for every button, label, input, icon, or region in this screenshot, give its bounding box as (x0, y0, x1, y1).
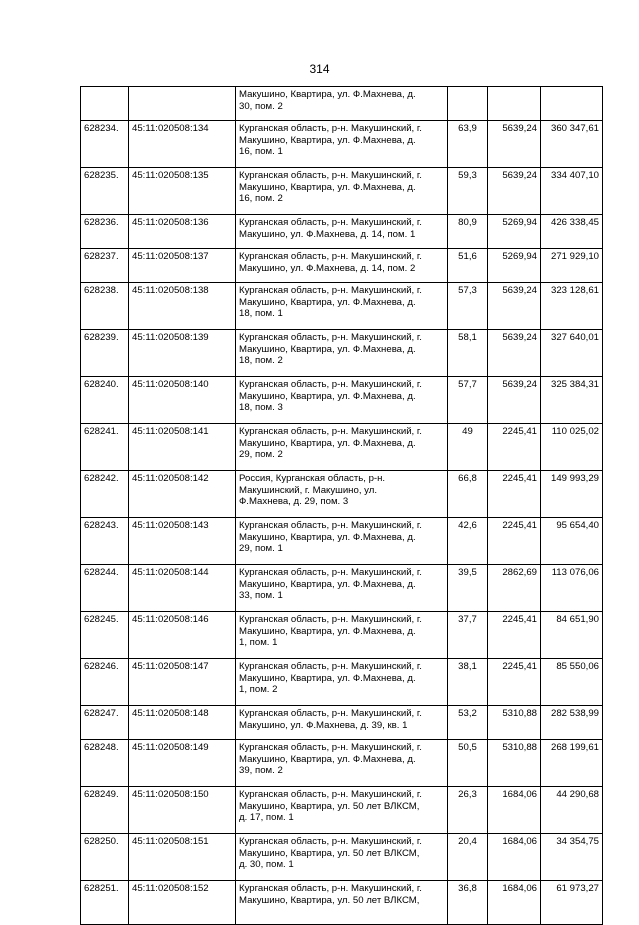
address-line: 29, пом. 2 (239, 449, 283, 461)
address-line: Макушино, ул. Ф.Махнева, д. 39, кв. 1 (239, 719, 408, 731)
address-cell (236, 740, 448, 787)
price-per-unit-cell: 1684,06 (488, 881, 541, 925)
cadastral-number-cell (129, 87, 236, 121)
record-number-cell: 628251. (81, 881, 129, 925)
address-line: Курганская область, р-н. Макушинский, г. (239, 170, 422, 181)
record-number-cell: 628234. (81, 121, 129, 168)
record-number-cell: 628247. (81, 706, 129, 740)
address-line: Макушино, Квартира, ул. Ф.Махнева, д. (239, 578, 416, 590)
address-line: Макушино, Квартира, ул. 50 лет ВЛКСМ, (239, 894, 420, 906)
price-per-unit-cell: 2245,41 (488, 424, 541, 471)
address-line: 16, пом. 1 (239, 146, 283, 158)
address-cell (236, 424, 448, 471)
address-cell (236, 787, 448, 834)
price-per-unit-cell: 5310,88 (488, 706, 541, 740)
cadastral-cost-cell: 323 128,61 (541, 283, 603, 330)
record-number-cell: 628237. (81, 249, 129, 283)
address-line: Курганская область, р-н. Макушинский, г. (239, 251, 422, 262)
area-cell: 38,1 (448, 659, 488, 706)
cadastral-cost-cell: 268 199,61 (541, 740, 603, 787)
cadastral-cost-cell: 110 025,02 (541, 424, 603, 471)
price-per-unit-cell: 5639,24 (488, 168, 541, 215)
cadastral-number-cell: 45:11:020508:150 (129, 787, 236, 834)
price-per-unit-cell (488, 87, 541, 121)
address-cell (236, 612, 448, 659)
cadastral-number-cell: 45:11:020508:140 (129, 377, 236, 424)
address-cell (236, 518, 448, 565)
address-line: Макушино, Квартира, ул. Ф.Махнева, д. (239, 753, 416, 765)
address-line: 18, пом. 1 (239, 308, 283, 320)
area-cell: 49 (448, 424, 488, 471)
address-line: д. 30, пом. 1 (239, 859, 294, 871)
table-row (81, 612, 603, 659)
address-cell (236, 215, 448, 249)
address-line: Курганская область, р-н. Макушинский, г. (239, 332, 422, 343)
table-row (81, 121, 603, 168)
address-cell (236, 283, 448, 330)
cadastral-cost-cell: 61 973,27 (541, 881, 603, 925)
cadastral-cost-cell: 95 654,40 (541, 518, 603, 565)
address-line: Курганская область, р-н. Макушинский, г. (239, 426, 422, 437)
cadastral-number-cell: 45:11:020508:144 (129, 565, 236, 612)
address-line: 16, пом. 2 (239, 193, 283, 205)
cadastral-number-cell: 45:11:020508:148 (129, 706, 236, 740)
record-number-cell: 628244. (81, 565, 129, 612)
address-line: Курганская область, р-н. Макушинский, г. (239, 614, 422, 625)
table-row (81, 377, 603, 424)
address-line: Курганская область, р-н. Макушинский, г. (239, 379, 422, 390)
record-number-cell: 628245. (81, 612, 129, 659)
record-number-cell: 628249. (81, 787, 129, 834)
cadastral-cost-cell: 360 347,61 (541, 121, 603, 168)
cadastral-cost-cell: 84 651,90 (541, 612, 603, 659)
table-row (81, 215, 603, 249)
price-per-unit-cell: 5269,94 (488, 215, 541, 249)
address-line: Курганская область, р-н. Макушинский, г. (239, 742, 422, 753)
cadastral-cost-cell: 149 993,29 (541, 471, 603, 518)
page-number: 314 (309, 62, 330, 76)
address-line: Макушино, Квартира, ул. Ф.Махнева, д. (239, 181, 416, 193)
address-line: Макушино, Квартира, ул. Ф.Махнева, д. (239, 89, 416, 100)
address-cell (236, 121, 448, 168)
area-cell: 66,8 (448, 471, 488, 518)
cadastral-number-cell: 45:11:020508:138 (129, 283, 236, 330)
table-row (81, 834, 603, 881)
address-cell (236, 87, 448, 121)
area-cell: 59,3 (448, 168, 488, 215)
address-line: Макушино, Квартира, ул. Ф.Махнева, д. (239, 134, 416, 146)
area-cell: 51,6 (448, 249, 488, 283)
address-line: Курганская область, р-н. Макушинский, г. (239, 661, 422, 672)
price-per-unit-cell: 2245,41 (488, 612, 541, 659)
area-cell: 53,2 (448, 706, 488, 740)
address-line: д. 17, пом. 1 (239, 812, 294, 824)
address-line: Макушино, ул. Ф.Махнева, д. 14, пом. 2 (239, 262, 416, 274)
address-line: Ф.Махнева, д. 29, пом. 3 (239, 496, 349, 508)
cadastral-number-cell: 45:11:020508:147 (129, 659, 236, 706)
table-row (81, 565, 603, 612)
address-cell (236, 377, 448, 424)
price-per-unit-cell: 2245,41 (488, 471, 541, 518)
cadastral-cost-cell: 113 076,06 (541, 565, 603, 612)
record-number-cell: 628238. (81, 283, 129, 330)
address-line: Россия, Курганская область, р-н. (239, 473, 386, 484)
table-row (81, 740, 603, 787)
address-cell (236, 706, 448, 740)
address-cell (236, 471, 448, 518)
area-cell: 50,5 (448, 740, 488, 787)
area-cell: 80,9 (448, 215, 488, 249)
address-cell (236, 881, 448, 925)
record-number-cell: 628242. (81, 471, 129, 518)
price-per-unit-cell: 5269,94 (488, 249, 541, 283)
cadastral-cost-cell: 325 384,31 (541, 377, 603, 424)
address-line: Макушино, Квартира, ул. Ф.Махнева, д. (239, 343, 416, 355)
address-line: 18, пом. 2 (239, 355, 283, 367)
table-row (81, 659, 603, 706)
area-cell: 36,8 (448, 881, 488, 925)
table-row (81, 471, 603, 518)
area-cell: 26,3 (448, 787, 488, 834)
address-line: Макушино, Квартира, ул. Ф.Махнева, д. (239, 625, 416, 637)
address-line: Макушино, Квартира, ул. 50 лет ВЛКСМ, (239, 847, 420, 859)
record-number-cell: 628236. (81, 215, 129, 249)
address-line: Курганская область, р-н. Макушинский, г. (239, 708, 422, 719)
table-row (81, 283, 603, 330)
record-number-cell: 628240. (81, 377, 129, 424)
address-cell (236, 659, 448, 706)
register-table-body (81, 87, 603, 925)
register-table (80, 86, 603, 925)
record-number-cell: 628243. (81, 518, 129, 565)
price-per-unit-cell: 5639,24 (488, 330, 541, 377)
address-line: Курганская область, р-н. Макушинский, г. (239, 285, 422, 296)
address-line: Макушино, Квартира, ул. Ф.Махнева, д. (239, 672, 416, 684)
area-cell: 58,1 (448, 330, 488, 377)
table-row (81, 168, 603, 215)
cadastral-cost-cell: 44 290,68 (541, 787, 603, 834)
cadastral-cost-cell (541, 87, 603, 121)
record-number-cell: 628248. (81, 740, 129, 787)
cadastral-number-cell: 45:11:020508:141 (129, 424, 236, 471)
address-line: Макушино, Квартира, ул. Ф.Махнева, д. (239, 437, 416, 449)
address-cell (236, 834, 448, 881)
table-row (81, 330, 603, 377)
address-line: 18, пом. 3 (239, 402, 283, 414)
cadastral-cost-cell: 271 929,10 (541, 249, 603, 283)
cadastral-number-cell: 45:11:020508:135 (129, 168, 236, 215)
cadastral-number-cell: 45:11:020508:134 (129, 121, 236, 168)
area-cell: 42,6 (448, 518, 488, 565)
record-number-cell: 628250. (81, 834, 129, 881)
table-row (81, 787, 603, 834)
cadastral-number-cell: 45:11:020508:136 (129, 215, 236, 249)
table-row (81, 881, 603, 925)
table-row (81, 706, 603, 740)
cadastral-number-cell: 45:11:020508:149 (129, 740, 236, 787)
cadastral-cost-cell: 34 354,75 (541, 834, 603, 881)
price-per-unit-cell: 5639,24 (488, 121, 541, 168)
address-line: 39, пом. 2 (239, 765, 283, 777)
cadastral-number-cell: 45:11:020508:152 (129, 881, 236, 925)
cadastral-cost-cell: 327 640,01 (541, 330, 603, 377)
address-line: Курганская область, р-н. Макушинский, г. (239, 520, 422, 531)
cadastral-number-cell: 45:11:020508:142 (129, 471, 236, 518)
cadastral-number-cell: 45:11:020508:151 (129, 834, 236, 881)
cadastral-number-cell: 45:11:020508:146 (129, 612, 236, 659)
record-number-cell: 628235. (81, 168, 129, 215)
cadastral-cost-cell: 426 338,45 (541, 215, 603, 249)
address-line: Курганская область, р-н. Макушинский, г. (239, 217, 422, 228)
address-line: 1, пом. 1 (239, 637, 278, 649)
address-line: Макушино, Квартира, ул. Ф.Махнева, д. (239, 296, 416, 308)
area-cell: 57,3 (448, 283, 488, 330)
address-line: 33, пом. 1 (239, 590, 283, 602)
address-line: Макушино, Квартира, ул. Ф.Махнева, д. (239, 390, 416, 402)
price-per-unit-cell: 1684,06 (488, 787, 541, 834)
cadastral-cost-cell: 334 407,10 (541, 168, 603, 215)
table-row (81, 518, 603, 565)
area-cell: 57,7 (448, 377, 488, 424)
address-cell (236, 330, 448, 377)
record-number-cell (81, 87, 129, 121)
address-line: 1, пом. 2 (239, 684, 278, 696)
address-line: Макушинский, г. Макушино, ул. (239, 484, 377, 496)
address-line: Макушино, Квартира, ул. 50 лет ВЛКСМ, (239, 800, 420, 812)
address-cell (236, 168, 448, 215)
price-per-unit-cell: 2862,69 (488, 565, 541, 612)
address-line: Макушино, Квартира, ул. Ф.Махнева, д. (239, 531, 416, 543)
record-number-cell: 628239. (81, 330, 129, 377)
record-number-cell: 628246. (81, 659, 129, 706)
record-number-cell: 628241. (81, 424, 129, 471)
cadastral-number-cell: 45:11:020508:137 (129, 249, 236, 283)
price-per-unit-cell: 1684,06 (488, 834, 541, 881)
table-row (81, 87, 603, 121)
cadastral-number-cell: 45:11:020508:143 (129, 518, 236, 565)
area-cell: 20,4 (448, 834, 488, 881)
area-cell: 37,7 (448, 612, 488, 659)
area-cell: 39,5 (448, 565, 488, 612)
price-per-unit-cell: 2245,41 (488, 659, 541, 706)
address-line: Макушино, ул. Ф.Махнева, д. 14, пом. 1 (239, 228, 416, 240)
price-per-unit-cell: 2245,41 (488, 518, 541, 565)
table-row (81, 424, 603, 471)
address-cell (236, 565, 448, 612)
cadastral-cost-cell: 282 538,99 (541, 706, 603, 740)
price-per-unit-cell: 5639,24 (488, 283, 541, 330)
address-line: Курганская область, р-н. Макушинский, г. (239, 567, 422, 578)
area-cell (448, 87, 488, 121)
address-line: Курганская область, р-н. Макушинский, г. (239, 789, 422, 800)
address-line: Курганская область, р-н. Макушинский, г. (239, 883, 422, 894)
table-row (81, 249, 603, 283)
address-line: 30, пом. 2 (239, 100, 283, 112)
address-line: Курганская область, р-н. Макушинский, г. (239, 123, 422, 134)
price-per-unit-cell: 5310,88 (488, 740, 541, 787)
cadastral-number-cell: 45:11:020508:139 (129, 330, 236, 377)
cadastral-cost-cell: 85 550,06 (541, 659, 603, 706)
address-line: Курганская область, р-н. Макушинский, г. (239, 836, 422, 847)
address-line: 29, пом. 1 (239, 543, 283, 555)
area-cell: 63,9 (448, 121, 488, 168)
address-cell (236, 249, 448, 283)
price-per-unit-cell: 5639,24 (488, 377, 541, 424)
